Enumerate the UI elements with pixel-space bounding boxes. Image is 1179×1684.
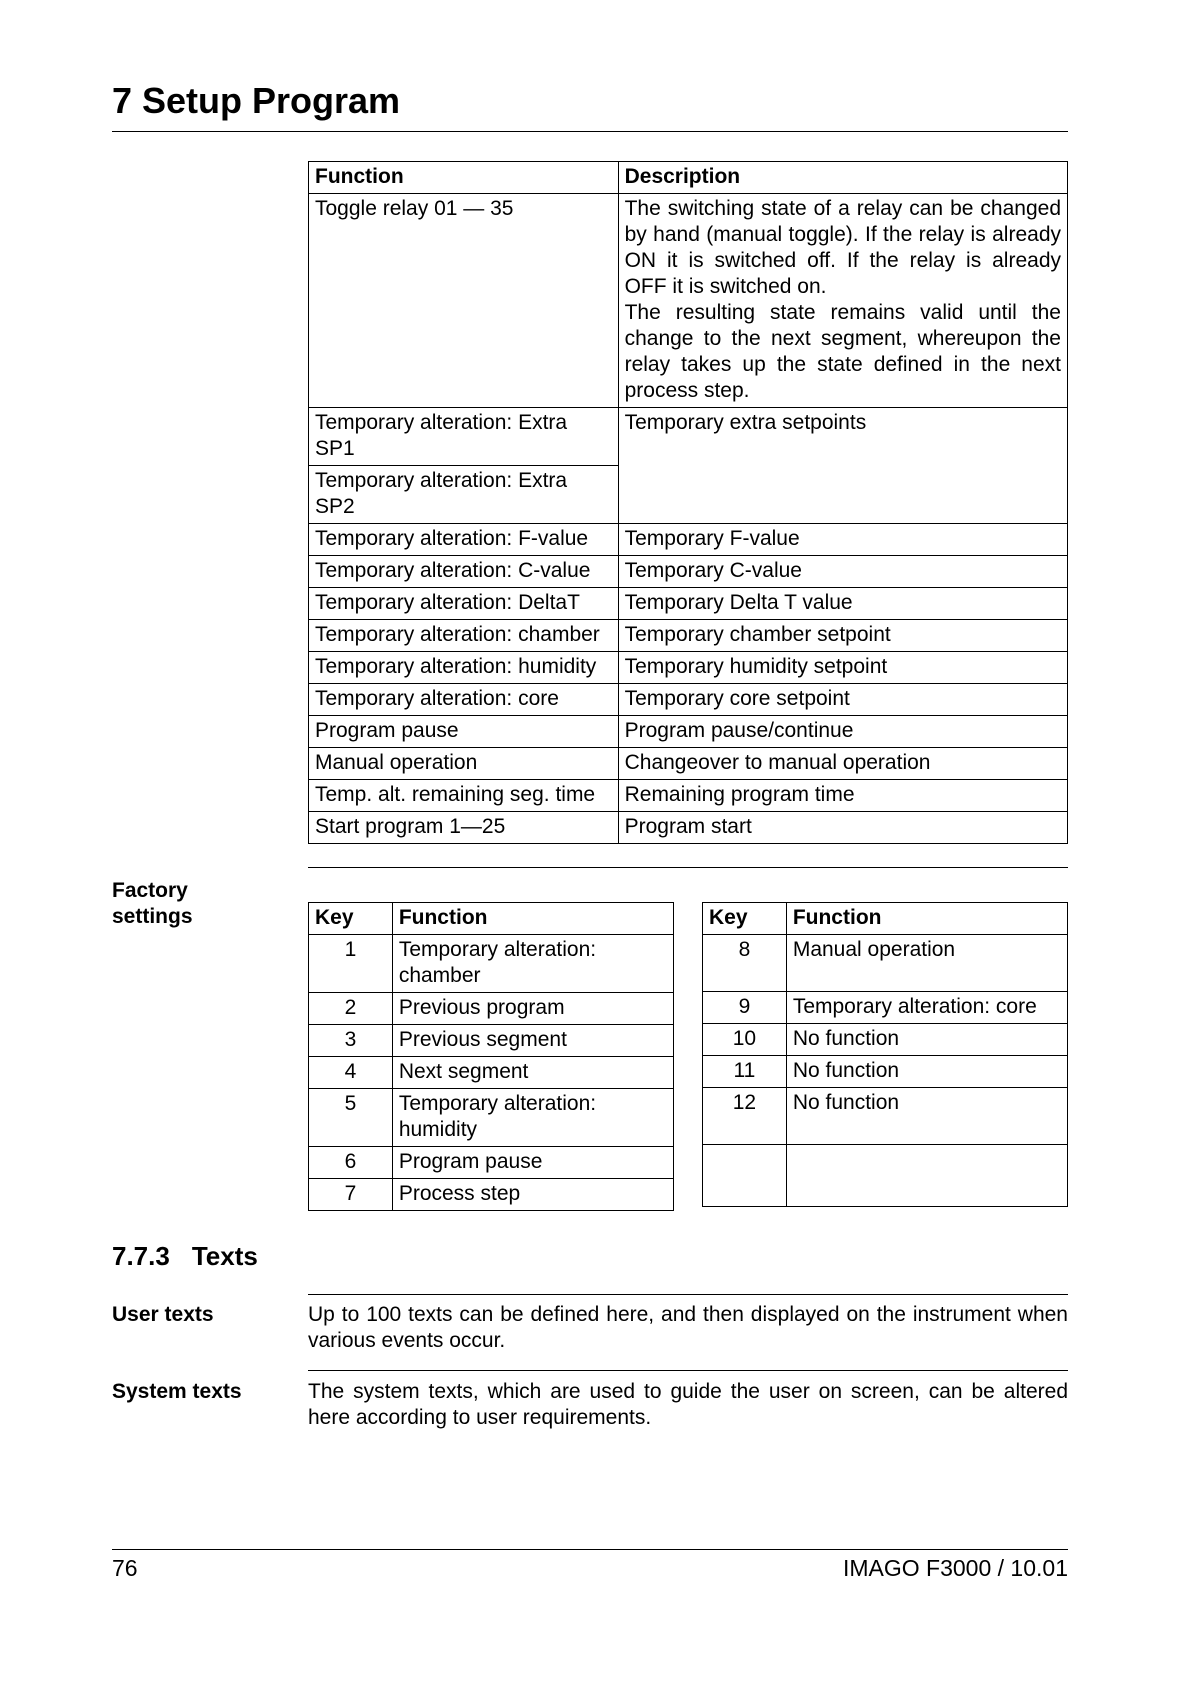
footer-rule	[112, 1549, 1068, 1550]
table-row	[703, 1056, 1068, 1088]
key-cell: 6	[309, 1147, 393, 1179]
page-number: 76	[112, 1555, 138, 1581]
factory-keys-table-left	[308, 902, 674, 1211]
factory-keys-table-right	[702, 902, 1068, 1207]
function-cell: Manual operation	[786, 935, 1067, 992]
function-cell: Program pause	[309, 716, 619, 748]
key-cell: 11	[703, 1056, 787, 1088]
key-cell: 12	[703, 1088, 787, 1145]
function-cell	[786, 1145, 1067, 1207]
column-header: Description	[618, 162, 1067, 194]
description-cell: Temporary core setpoint	[618, 684, 1067, 716]
table-row	[309, 1147, 674, 1179]
table-header-row	[309, 903, 674, 935]
key-cell: 2	[309, 993, 393, 1025]
function-cell: Temporary alteration: chamber	[309, 620, 619, 652]
section-rule	[308, 1294, 1068, 1295]
table-row	[309, 935, 674, 993]
function-cell: Previous program	[392, 993, 673, 1025]
table-row	[703, 1024, 1068, 1056]
description-cell: Changeover to manual operation	[618, 748, 1067, 780]
table-row	[703, 1145, 1068, 1207]
section-heading	[112, 1241, 258, 1272]
table-row	[703, 1088, 1068, 1145]
table-row	[309, 1057, 674, 1089]
function-cell: No function	[786, 1088, 1067, 1145]
key-cell	[703, 1145, 787, 1207]
table-row	[309, 588, 1068, 620]
key-cell: 3	[309, 1025, 393, 1057]
user-texts-label: User texts	[112, 1303, 214, 1326]
table-row	[703, 992, 1068, 1024]
function-cell: Next segment	[392, 1057, 673, 1089]
function-cell: Temporary alteration: core	[786, 992, 1067, 1024]
chapter-title: 7 Setup Program	[112, 80, 401, 121]
function-cell: No function	[786, 1056, 1067, 1088]
section-title: Texts	[191, 1241, 258, 1271]
key-cell: 1	[309, 935, 393, 993]
description-cell: Temporary humidity setpoint	[618, 652, 1067, 684]
description-text: The switching state of a relay can be changed by hand (manual toggle). If the relay is already ON it is switched off. If the relay is already OFF it is switched on.	[624, 197, 1061, 298]
table-row	[309, 1179, 674, 1211]
description-cell: Remaining program time	[618, 780, 1067, 812]
table-row	[309, 652, 1068, 684]
description-cell	[618, 194, 1067, 408]
section-number: 7.7.3	[112, 1241, 170, 1271]
key-cell: 4	[309, 1057, 393, 1089]
function-cell: Temporary alteration: DeltaT	[309, 588, 619, 620]
system-texts-body: The system texts, which are used to guide the user on screen, can be altered here according to user requirements.	[308, 1380, 1068, 1429]
header-rule	[112, 131, 1068, 132]
description-cell: Temporary Delta T value	[618, 588, 1067, 620]
description-cell: Temporary F-value	[618, 524, 1067, 556]
table-row	[309, 748, 1068, 780]
column-header: Function	[309, 162, 619, 194]
function-cell: Temporary alteration: Extra SP2	[309, 466, 619, 524]
factory-settings-label: Factory settings	[112, 879, 193, 928]
function-cell: Program pause	[392, 1147, 673, 1179]
key-cell: 9	[703, 992, 787, 1024]
table-row	[309, 716, 1068, 748]
table-header-row	[309, 162, 1068, 194]
table-row	[309, 684, 1068, 716]
table-row	[309, 993, 674, 1025]
table-row	[309, 524, 1068, 556]
function-cell: Temporary alteration: humidity	[309, 652, 619, 684]
function-cell: Temporary alteration: core	[309, 684, 619, 716]
function-cell: Manual operation	[309, 748, 619, 780]
table-row	[703, 935, 1068, 992]
function-cell: Temporary alteration: C-value	[309, 556, 619, 588]
table-row	[309, 780, 1068, 812]
function-cell: Previous segment	[392, 1025, 673, 1057]
section-rule	[308, 867, 1068, 868]
key-cell: 5	[309, 1089, 393, 1147]
function-cell: Temporary alteration: humidity	[392, 1089, 673, 1147]
table-header-row	[703, 903, 1068, 935]
key-cell: 8	[703, 935, 787, 992]
table-row	[309, 1089, 674, 1147]
function-cell: Start program 1—25	[309, 812, 619, 844]
column-header: Key	[703, 903, 787, 935]
column-header: Function	[392, 903, 673, 935]
function-cell: Temporary alteration: Extra SP1	[309, 408, 619, 466]
function-cell: Process step	[392, 1179, 673, 1211]
column-header: Key	[309, 903, 393, 935]
description-cell: Temporary C-value	[618, 556, 1067, 588]
description-cell: Temporary chamber setpoint	[618, 620, 1067, 652]
table-row	[309, 1025, 674, 1057]
function-table	[308, 161, 1068, 844]
table-row	[309, 408, 1068, 466]
key-cell: 10	[703, 1024, 787, 1056]
document-id: IMAGO F3000 / 10.01	[842, 1555, 1068, 1581]
table-row	[309, 620, 1068, 652]
table-row	[309, 194, 1068, 408]
function-cell: No function	[786, 1024, 1067, 1056]
description-cell: Temporary extra setpoints	[618, 408, 1067, 524]
key-cell: 7	[309, 1179, 393, 1211]
column-header: Function	[786, 903, 1067, 935]
description-cell: Program pause/continue	[618, 716, 1067, 748]
description-cell: Program start	[618, 812, 1067, 844]
description-text: The resulting state remains valid until the change to the next segment, whereupon the relay takes up the state defined in the next process step.	[624, 301, 1061, 402]
table-row	[309, 556, 1068, 588]
section-rule	[308, 1370, 1068, 1371]
function-cell: Temporary alteration: chamber	[392, 935, 673, 993]
system-texts-label: System texts	[112, 1380, 242, 1403]
function-cell: Toggle relay 01 — 35	[309, 194, 619, 408]
table-row	[309, 812, 1068, 844]
function-cell: Temporary alteration: F-value	[309, 524, 619, 556]
function-cell: Temp. alt. remaining seg. time	[309, 780, 619, 812]
user-texts-body: Up to 100 texts can be defined here, and then displayed on the instrument when various events occur.	[308, 1303, 1068, 1352]
